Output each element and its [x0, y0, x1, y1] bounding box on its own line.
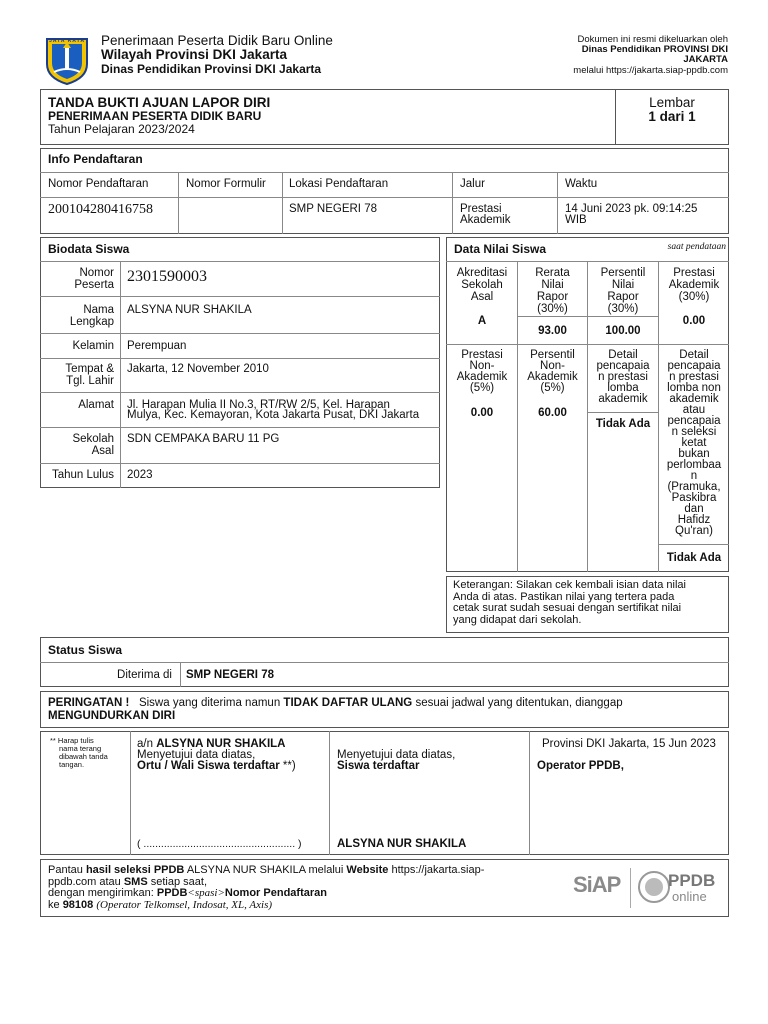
bio-l-nomor2: Peserta: [74, 279, 114, 291]
bio-l-sekolah1: Sekolah: [72, 433, 114, 445]
sign-ortu1: Menyetujui data diatas,: [137, 749, 256, 761]
header-right2: Dinas Pendidikan PROVINSI DKI: [581, 44, 728, 55]
nilai-v2: 93.00: [538, 325, 567, 337]
header-line3: Dinas Pendidikan Provinsi DKI Jakarta: [101, 62, 322, 76]
bio-alamat1: Jl. Harapan Mulia II No.3, RT/RW 2/5, Kel. Harapan: [127, 399, 390, 411]
info-lokasi: SMP NEGERI 78: [289, 203, 377, 215]
title-sub: PENERIMAAN PESERTA DIDIK BARU: [48, 109, 262, 123]
sign-siswa1: Menyetujui data diatas,: [337, 749, 456, 761]
header-right1: Dokumen ini resmi dikeluarkan oleh: [577, 34, 728, 45]
sign-operator: Operator PPDB,: [537, 760, 624, 772]
nilai-v1: A: [477, 315, 487, 327]
warning-text: PERINGATAN ! Siswa yang diterima namun TIDAK DAFTAR ULANG sesuai jadwal yang ditentukan, dianggap: [48, 697, 623, 709]
title-year: Tahun Pelajaran 2023/2024: [48, 122, 195, 136]
nilai-d3: Detail pencapaia n prestasi lomba akademik: [596, 349, 650, 405]
biodata-heading: Biodata Siswa: [48, 242, 130, 256]
info-h-jalur: Jalur: [460, 178, 485, 190]
nilai-note: saat pendataan: [667, 242, 726, 252]
header-right4: melalui https://jakarta.siap-ppdb.com: [573, 65, 728, 76]
sign-an: a/n ALSYNA NUR SHAKILA: [137, 738, 286, 750]
header-right3: JAKARTA: [683, 54, 728, 65]
keterangan-text: Keterangan: Silakan cek kembali isian data nilai Anda di atas. Pastikan nilai yang tertera pada cetak surat sudah sesuai dengan sertifikat nilai yang didapat dari sekolah.: [453, 579, 686, 626]
nilai-v4: 0.00: [682, 315, 706, 327]
bio-alamat2: Mulya, Kec. Kemayoran, Kota Jakarta Pusat, DKI Jakarta: [127, 409, 420, 421]
bio-nomor: 2301590003: [127, 268, 207, 285]
sign-place-date: Provinsi DKI Jakarta, 15 Jun 2023: [542, 738, 716, 750]
bio-l-sekolah2: Asal: [91, 445, 114, 457]
info-waktu2: WIB: [565, 214, 587, 226]
siap-logo: SiAP: [573, 872, 621, 897]
nilai-d2: Persentil Non- Akademik (5%): [527, 349, 578, 394]
sign-ortu-dots: ( .................................................... ): [137, 838, 302, 850]
sign-siswa2: Siswa terdaftar: [337, 760, 420, 772]
nilai-c3: Persentil Nilai Rapor (30%): [600, 267, 646, 315]
nilai-c1: Akreditasi Sekolah Asal: [456, 267, 508, 303]
sign-ortu2: Ortu / Wali Siswa terdaftar **): [137, 760, 296, 772]
info-h-waktu: Waktu: [565, 178, 598, 190]
status-heading: Status Siswa: [48, 643, 123, 657]
nilai-v3: 100.00: [605, 325, 641, 337]
sign-note: ** Harap tulis nama terang dibawah tanda tangan.: [50, 736, 108, 769]
bio-sekolah: SDN CEMPAKA BARU 11 PG: [127, 433, 280, 445]
lembar-label: Lembar: [649, 95, 695, 110]
info-h-lokasi: Lokasi Pendaftaran: [289, 178, 389, 190]
status-value: SMP NEGERI 78: [186, 669, 274, 681]
header-line2: Wilayah Provinsi DKI Jakarta: [101, 47, 287, 62]
info-waktu1: 14 Juni 2023 pk. 09:14:25: [565, 203, 698, 215]
bio-l-ttl2: Tgl. Lahir: [66, 375, 114, 387]
info-jalur1: Prestasi: [460, 203, 502, 215]
bio-l-alamat: Alamat: [78, 399, 114, 411]
bio-l-nama2: Lengkap: [69, 316, 114, 328]
bio-ttl: Jakarta, 12 November 2010: [127, 363, 269, 375]
title-main: TANDA BUKTI AJUAN LAPOR DIRI: [48, 95, 271, 110]
warning-text-2: MENGUNDURKAN DIRI: [48, 710, 176, 722]
nilai-c4: Prestasi Akademik (30%): [668, 267, 720, 303]
nilai-d4: Detail pencapaia n prestasi lomba non akademik atau pencapaia n seleksi ketat bukan perlombaa n (Pramuka, Paskibra dan Hafidz Qu'ran): [666, 349, 722, 537]
ppdb-logo-icon: [637, 868, 671, 906]
nilai-heading: Data Nilai Siswa: [454, 242, 547, 256]
footer-text: Pantau hasil seleksi PPDB ALSYNA NUR SHAKILA melalui Website https://jakarta.siap- ppdb.com atau SMS setiap saat, dengan mengirimkan: PPDB<spasi>Nomor Pendaftaran ke 98108 (Operator Telkomsel, Indosat, XL, Axis): [48, 864, 485, 911]
info-h-formulir: Nomor Formulir: [186, 178, 266, 190]
nilai-w4: Tidak Ada: [666, 552, 722, 564]
ppdb-logo-online: online: [672, 889, 707, 904]
bio-l-nama1: Nama: [83, 304, 114, 316]
bio-l-nomor1: Nomor: [79, 267, 114, 279]
status-label: Diterima di: [117, 669, 172, 681]
bio-l-lulus: Tahun Lulus: [51, 469, 114, 481]
nilai-c2: Rerata Nilai Rapor (30%): [535, 267, 570, 315]
info-nomor: 200104280416758: [48, 202, 153, 217]
lembar-value: 1 dari 1: [648, 109, 696, 124]
info-heading: Info Pendaftaran: [48, 152, 143, 166]
bio-lulus: 2023: [127, 469, 153, 481]
bio-nama: ALSYNA NUR SHAKILA: [127, 304, 252, 316]
nilai-w2: 60.00: [538, 407, 567, 419]
nilai-w1: 0.00: [470, 407, 494, 419]
bio-l-ttl1: Tempat &: [65, 363, 114, 375]
nilai-d1: Prestasi Non- Akademik (5%): [456, 349, 508, 394]
ppdb-logo-text: PPDB: [668, 871, 716, 890]
info-box: [40, 148, 729, 234]
header-line1: Penerimaan Peserta Didik Baru Online: [101, 33, 333, 48]
bio-kelamin: Perempuan: [127, 340, 187, 352]
seal-text: JAYA RAYA: [49, 38, 85, 44]
info-jalur2: Akademik: [460, 214, 511, 226]
sign-siswa-name: ALSYNA NUR SHAKILA: [337, 838, 467, 850]
info-h-nomor: Nomor Pendaftaran: [48, 178, 149, 190]
nilai-w3: Tidak Ada: [595, 418, 651, 430]
bio-l-kelamin: Kelamin: [72, 340, 114, 352]
